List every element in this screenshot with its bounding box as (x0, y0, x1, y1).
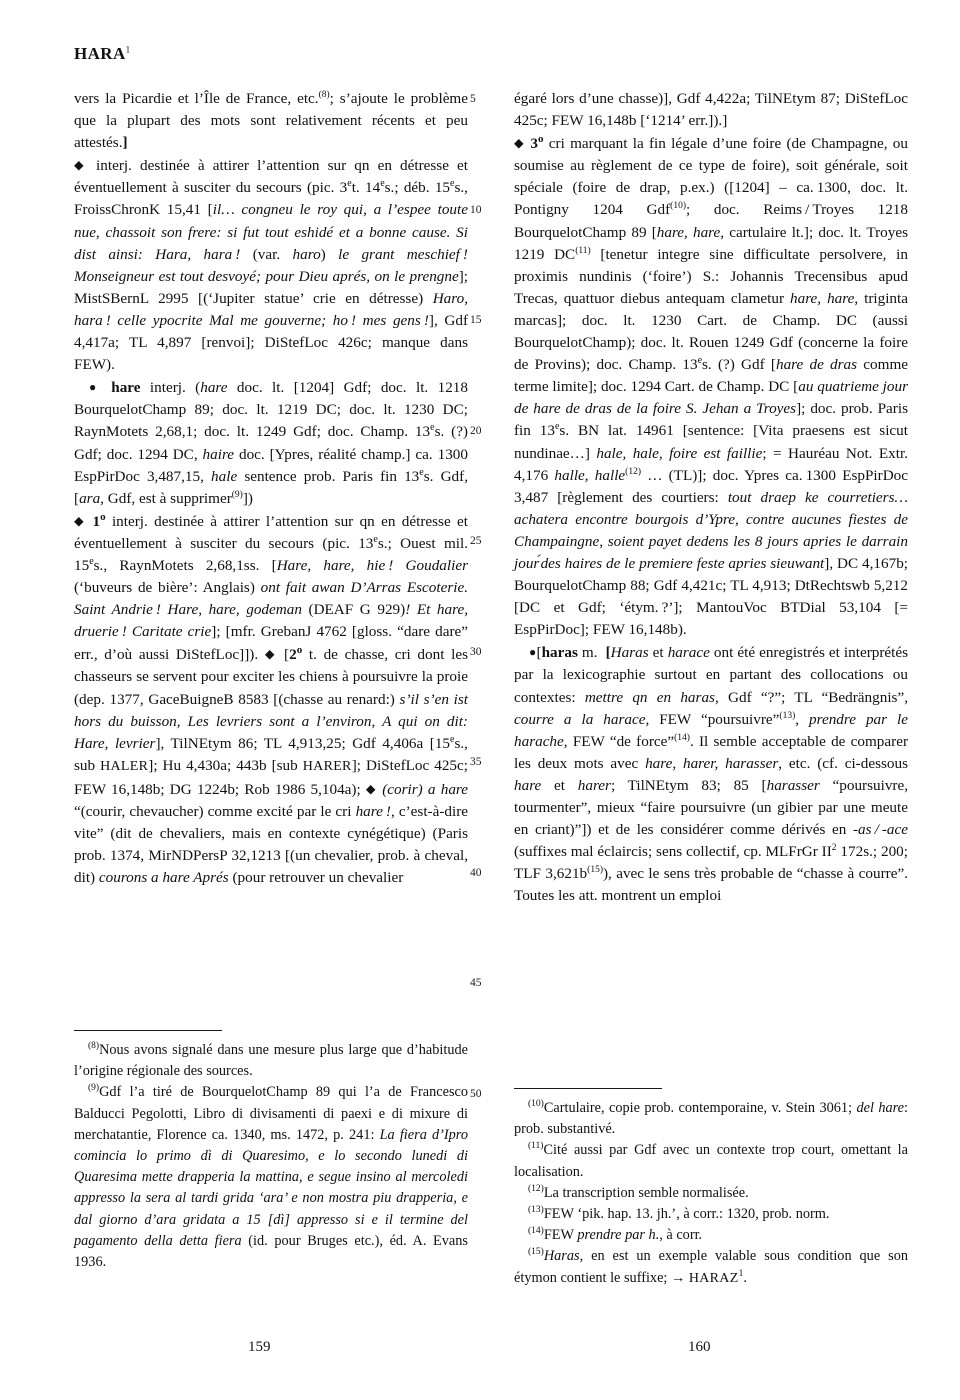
line-number: 10 (470, 203, 482, 216)
left-p1-continuation: vers la Picardie et l’Île de France, etc.$^{(8)}$; s’ajoute le problème que la plupart des mots sont relativement récents et peu attestés.] (74, 89, 468, 152)
left-p3-hare-interj: ● hare interj. (hare doc. lt. [1204] Gdf; doc. lt. 1218 BourquelotChamp 89; doc. lt. 1219 DC; doc. lt. 1230 DC; RaynMotets 2,68,1; doc. lt. 1249 Gdf; doc. Champ. 13es. (?) Gdf; doc. 1294 DC, haire doc. [Ypres, réalité champ.] ca. 1300 EspPirDoc 3,487,15, hale sentence prob. Paris fin 13es. Gdf, [ara, Gdf, est à supprimer$^{(9)}$]) (74, 379, 469, 507)
left-footnote-9: $^{(9)}$Gdf l’a tiré de BourquelotChamp 89 qui l’a de Francesco Balducci Pegolotti, Libro di divisamenti di paexi e di mixure di merchatantie, Florence ca. 1340, ms. 1472, p. 241: La fiera d’Ipro comincia lo primo dì di Quaresimo, e lo secondo lunedi di Quaresima mette drapperia la mattina, e segue insino al mercoledi appresso la sera al tardi grida ‘ara’ e non mostra piu drapperia, e dal giorno d’ara gridata a 15 [dì] appresso si e il termine del pagamento della detta fiera (id. pour Bruges etc.), éd. A. Evans 1936. (74, 1083, 468, 1271)
right-footnote-11: $^{(11)}$Cité aussi par Gdf avec un contexte trop court, omettant la localisation. (514, 1141, 908, 1180)
line-number: 40 (470, 866, 482, 879)
line-number: 15 (470, 314, 482, 326)
right-footnote-12: $^{(12)}$La transcription semble normalisée. (528, 1184, 749, 1201)
right-footnote-13: $^{(13)}$FEW ‘pik. hap. 13. jh.’, à corr.: 1320, prob. norm. (528, 1205, 830, 1223)
folio-left: 159 (248, 1339, 271, 1355)
right-p2-sense-3: ◆ 3$^o$ cri marquant la fin légale d’une foire (de Champagne, ou soumise au règlement de ce type de foire), soit générale, soit spéciale (foire de drap, p.ex.) ([1204] – ca. 1300, doc. lt. Pontigny 1204 Gdf$^{(10)}$; doc. Reims / Troyes 1218 BourquelotChamp 89 [hare, hare, cartulaire lt.]; doc. lt. Troyes 1219 DC$^{(11)}$ [tenetur integre sine difficultate persolvere, in proximis nundinis (‘foire’) S.: Johannis Trecensibus apud Trecas, quattuor diebus antequam clametur hare, hare, triginta marcas]; doc. lt. 1230 Cart. de Champ. DC (aussi BourquelotChamp); doc. lt. Rouen 1249 Gdf (concerne la foire de Provins); doc. Champ. 13es. (?) Gdf [hare de dras comme terme limite]; doc. 1294 Cart. de Champ. DC [au quatrieme jour de hare de dras de la foire S. Jehan a Troyes]; doc. prob. Paris fin 13es. BN lat. 14961 [sentence: [Vita praesens est sicut nundinae…] hale, hale, foire est faillie; = Hauréau Not. Extr. 4,176 halle, halle$^{(12)}$ … (TL)]; doc. Ypres ca. 1300 EspPirDoc 3,487 [règlement des courtiers: tout draep ke courretiers… achatera encontre bourgois d’Ypre, contre aucunes fiestes de Champaingne, soient payet dedens les 8 jours apries le darrain jour ́des haires de le premiere feste apries sieuwant], DC 4,167b; BourquelotChamp 88; Gdf 4,421c; TL 4,913; DtRechtswb 5,212 [DC et Gdf; ‘étym. ?’]; MantouVoc BTDial 53,104 [= EspPirDoc]; FEW 16,148b). (514, 133, 909, 639)
footnote-rule (74, 1030, 222, 1031)
right-footnote-14: $^{(14)}$FEW prendre par h., à corr. (528, 1226, 703, 1244)
left-footnote-8: $^{(8)}$Nous avons signalé dans une mesure plus large que d’habitude l’origine régionale des sources. (74, 1041, 468, 1080)
page-title (74, 44, 131, 64)
line-number-gutter (470, 88, 502, 1193)
line-number: 45 (470, 977, 482, 989)
line-number: 50 (470, 1087, 482, 1100)
footnote-rule (514, 1088, 662, 1089)
headword-superscript: 1 (125, 44, 131, 55)
right-p1-continuation: égaré lors d’une chasse)], Gdf 4,422a; TilNEtym 87; DiStefLoc 425c; FEW 16,148b [‘1214’ err.]).] (514, 90, 908, 130)
line-number: 5 (470, 93, 476, 105)
left-footnote-block (74, 1030, 468, 1273)
right-footnote-10: $^{(10)}$Cartulaire, copie prob. contemporaine, v. Stein 3061; del hare: prob. substantivé. (514, 1099, 908, 1138)
headword-text: HARA (74, 44, 126, 63)
right-column-body (514, 88, 908, 907)
left-p2-interj: ◆ interj. destinée à attirer l’attention sur qn en détresse et éventuellement à susciter du secours (pic. 3et. 14es.; déb. 15es., FroissChronK 15,41 [il… congneu le roy qui, a l’espee toute nue, chassoit son frere: si fut tout eshidé et a bonne cause. Si dist ainsi: Hara, hara ! (var. haro) le grant meschief ! Monseigneur est tout desvoyé; pour Dieu aprés, on le prengne]; MistSBernL 2995 [(‘Jupiter statue’ crie en détresse) Haro, hara ! celle ypocrite Mal me gouverne; ho ! mes gens !], Gdf 4,417a; TL 4,897 [renvoi]; DiStefLoc 426c; manque dans FEW). (74, 157, 468, 374)
line-number: 20 (470, 424, 482, 437)
right-p3-haras: ●[haras m. [Haras et harace ont été enregistrés et interprétés par la lexicographie surtout en partant des collocations ou contextes: mettre qn en haras, Gdf “?”; TL “Bedrängnis”, courre a la harace, FEW “poursuivre”$^{(13)}$, prendre par le harache, FEW “de force”$^{(14)}$. Il semble acceptable de comparer les deux mots avec hare, harer, harasser, etc. (cf. ci-dessous hare et harer; TilNEtym 83; 85 [harasser “poursuivre, tourmenter”, mieux “faire poursuivre (un gibier par une meute en criant)”]) et de les considérer comme dérivés en -as / -ace (suffixes mal éclaircis; sens collectif, cp. MLFrGr $II^2$ 172s.; 200; TLF $3,621b^{(15)}$), avec le sens très probable de “chasse à courre”. Toutes les att. montrent un emploi (514, 644, 909, 905)
line-number: 25 (470, 535, 482, 547)
folio-right: 160 (688, 1339, 711, 1355)
line-number: 35 (470, 756, 482, 768)
right-footnote-block (514, 1088, 908, 1289)
line-number: 30 (470, 645, 482, 658)
right-footnote-15: $^{(15)}$Haras, en est un exemple valable sous condition que son étymon contient le suffixe; → $HARAZ^1$. (514, 1247, 908, 1286)
left-p4-sense-1: ◆ 1$^o$ interj. destinée à attirer l’attention sur qn en détresse et éventuellement à susciter du secours (pic. 13es.; Ouest mil. 15es., RaynMotets 2,68,1ss. [Hare, hare, hie ! Goudalier (‘buveurs de bière’: Anglais) ont fait awan D’Arras Escoterie. Saint Andrie ! Hare, hare, godeman (DEAF G 929)! Et hare, druerie ! Caritate crie]; [mfr. GrebanJ 4762 [gloss. “dare dare” err., d’où aussi DiStefLoc]]). ◆ [2$^o$ t. de chasse, cri dont les chasseurs se servent pour exciter les chiens à poursuivre la proie (dep. 1377, GaceBuigneB 8583 [(chasse au renard:) s’il s’en ist hors du buisson, Les levriers sont a l’environ, A qui on dit: Hare, levrier], TilNEtym 86; TL 4,913,25; Gdf 4,406a [15es., sub HALER]; Hu 4,430a; 443b [sub HARER]; DiStefLoc 425c; FEW 16,148b; DG 1224b; Rob 1986 5,104a); ◆ (corir) a hare “(courir, chevaucher) comme excité par le cri hare !, c’est-à-dire vite” (dit de chevaliers, mais en contexte cynégétique) (Paris prob. 1374, MirNDPersP 32,1213 [(un chevalier, prob. à cheval, dit) courons a hare Aprés (pour retrouver un chevalier (74, 510, 469, 887)
left-column-body (74, 88, 468, 889)
